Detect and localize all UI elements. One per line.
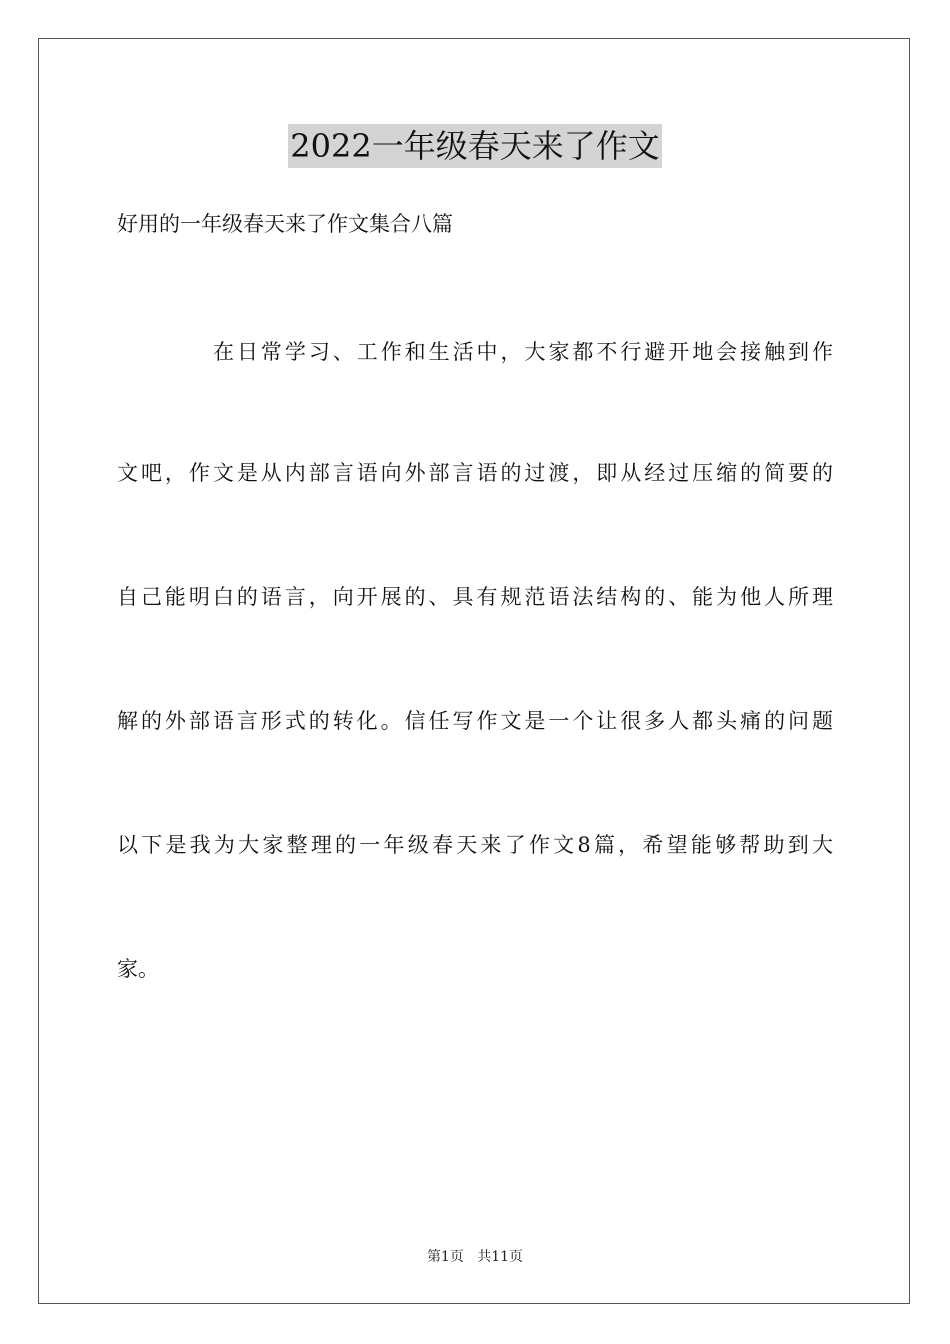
document-subtitle: 好用的一年级春天来了作文集合八篇: [117, 212, 453, 236]
paragraph-line-1: 在日常学习、工作和生活中，大家都不行避开地会接触到作: [213, 340, 833, 364]
title-container: [0, 124, 950, 168]
page-footer: [0, 1247, 950, 1267]
paragraph-line-6: 家。: [117, 957, 159, 981]
page-number: 第1页: [426, 1249, 464, 1265]
page-total: 共11页: [477, 1249, 524, 1265]
document-title: 2022一年级春天来了作文: [288, 124, 661, 168]
paragraph-line-4: 解的外部语言形式的转化。信任写作文是一个让很多人都头痛的问题: [117, 709, 833, 733]
paragraph-line-2: 文吧，作文是从内部言语向外部言语的过渡，即从经过压缩的简要的: [117, 461, 833, 485]
paragraph-line-5: 以下是我为大家整理的一年级春天来了作文8篇，希望能够帮助到大: [117, 833, 833, 857]
paragraph-line-3: 自己能明白的语言，向开展的、具有规范语法结构的、能为他人所理: [117, 585, 833, 609]
